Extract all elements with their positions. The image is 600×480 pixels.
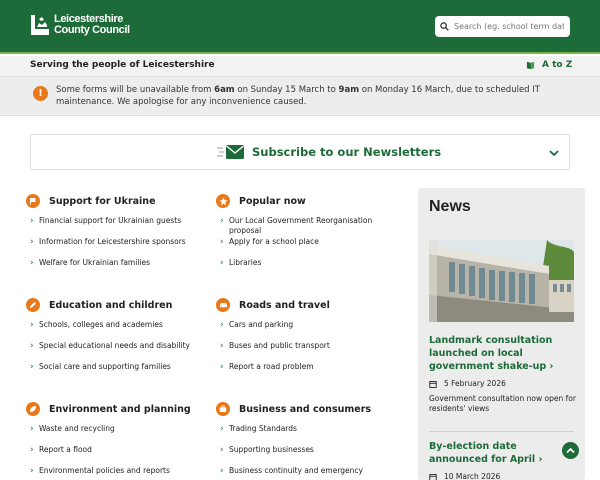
link-item[interactable]: › Waste and recycling [26,424,206,434]
link-item[interactable]: › Libraries [216,258,386,268]
search-box[interactable] [435,16,570,37]
star-icon [216,194,230,208]
news-heading: News [429,198,471,215]
section-popular-now [216,194,406,279]
car-icon [216,298,230,312]
link-item[interactable]: › Welfare for Ukrainian families [26,258,206,268]
section-title[interactable]: Roads and travel [239,299,330,311]
leaf-icon [26,402,40,416]
newsletter-label: Subscribe to our Newsletters [252,145,442,159]
link-item[interactable]: › Cars and parking [216,320,396,330]
link-item[interactable]: › Special educational needs and disability [26,341,206,351]
link-item[interactable]: › Environmental policies and reports [26,466,206,476]
maintenance-alert [0,77,600,116]
link-item[interactable]: › Buses and public transport [216,341,396,351]
news-date: 10 March 2026 [429,472,577,480]
news-headline[interactable]: By-election date announced for April › [429,441,543,465]
link-item[interactable]: › Report a flood [26,445,206,455]
link-item[interactable]: › Information for Leicestershire sponsors [26,237,206,247]
tagline: Serving the people of Leicestershire [30,60,215,70]
alert-icon: ! [33,86,48,101]
section-environment-planning [26,402,206,480]
alert-start-time: 6am [214,85,235,95]
a-to-z-link[interactable] [526,60,572,70]
alert-message: Some forms will be unavailable from 6am on Sunday 15 March to 9am on Monday 16 March, due to scheduled IT maintenance. We apologise for any inconvenience caused. [56,85,540,107]
section-education-children [26,298,206,383]
link-item[interactable]: › Schools, colleges and academies [26,320,206,330]
alert-end-time: 9am [338,85,360,95]
section-title[interactable]: Business and consumers [239,403,372,415]
link-item[interactable]: › Report a road problem [216,362,396,372]
chevron-right-icon: › [549,361,554,372]
news-item[interactable] [429,440,577,480]
link-item[interactable]: › Supporting businesses [216,445,406,455]
section-roads-travel [216,298,396,383]
search-input[interactable] [454,22,564,31]
briefcase-icon [216,402,230,416]
tagline-bar [0,56,600,77]
section-title[interactable]: Popular now [239,195,306,207]
link-item[interactable]: › Business continuity and emergency [216,466,406,476]
site-header [0,0,600,54]
back-to-top-button[interactable] [562,442,579,459]
pencil-icon [26,298,40,312]
chevron-right-icon: › [538,454,543,465]
news-item[interactable] [429,334,577,414]
calendar-icon [429,473,437,480]
newsletter-subscribe-panel[interactable] [30,134,570,170]
section-business-consumers [216,402,406,480]
calendar-icon [429,380,437,388]
link-item[interactable]: › Financial support for Ukrainian guests [26,216,206,226]
news-headline[interactable]: Landmark consultation launched on local government shake-up › [429,335,554,372]
logo-line-1: Leicestershire [54,13,123,25]
link-item[interactable]: › Trading Standards [216,424,406,434]
chevron-down-icon [549,149,559,157]
logo-line-2: County Council [54,24,130,36]
link-item[interactable]: › Social care and supporting families [26,362,206,372]
news-panel [418,188,585,480]
fox-logo-icon [30,14,50,36]
a-to-z-label: A to Z [542,60,573,70]
link-item[interactable]: › Apply for a school place [216,237,386,247]
book-icon [526,61,535,70]
envelope-icon [217,144,245,160]
section-title[interactable]: Environment and planning [49,403,191,415]
news-divider [429,431,574,432]
news-summary: Government consultation now open for residents' views [429,394,576,413]
chevron-up-icon [566,447,575,454]
search-icon [440,22,449,31]
link-item[interactable]: › Our Local Government Reorganisation proposal [216,216,386,236]
news-date: 5 February 2026 [429,379,577,388]
section-title[interactable]: Education and children [49,299,173,311]
section-support-ukraine [26,194,206,279]
section-title[interactable]: Support for Ukraine [49,195,156,207]
council-logo[interactable] [30,14,130,36]
flag-icon [26,194,40,208]
news-image[interactable] [429,240,574,322]
